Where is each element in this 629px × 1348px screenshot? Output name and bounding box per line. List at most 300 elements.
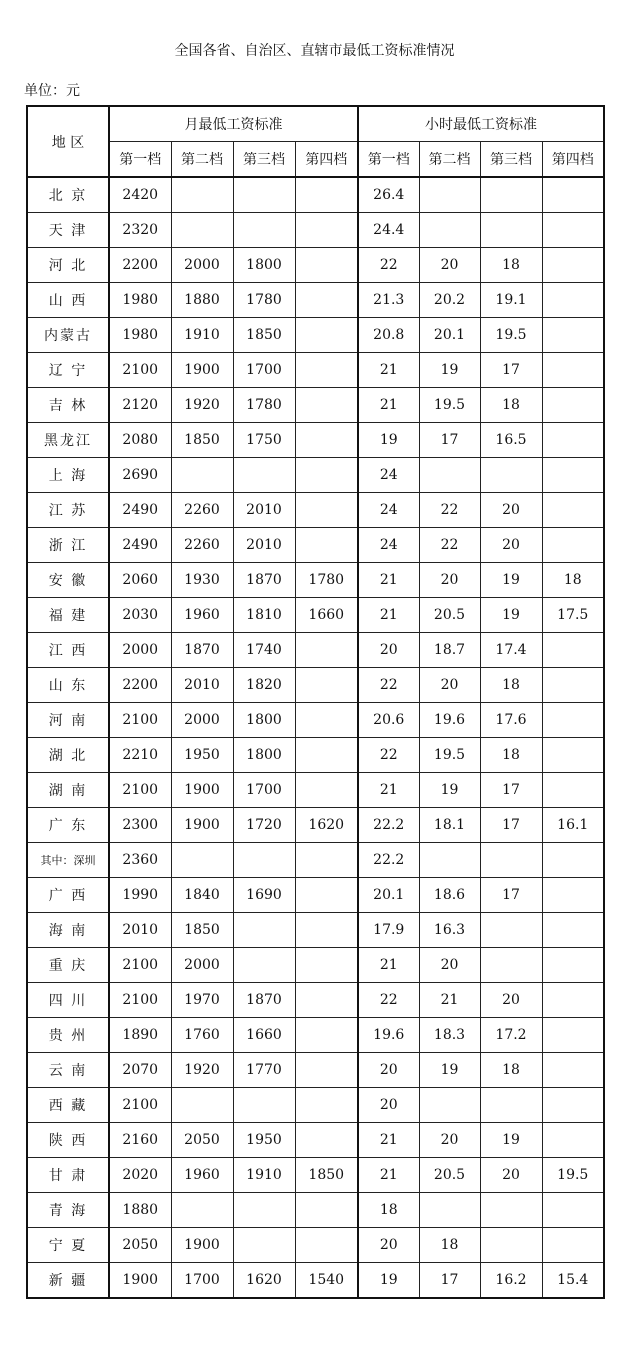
monthly-tier-4-cell	[295, 423, 358, 458]
monthly-tier-3-cell: 1700	[233, 353, 295, 388]
hourly-tier-2-cell: 20	[419, 1123, 480, 1158]
monthly-tier-3-cell	[233, 458, 295, 493]
monthly-tier-4-cell	[295, 388, 358, 423]
hourly-tier-3-cell: 19.1	[480, 283, 542, 318]
monthly-tier-3-cell	[233, 177, 295, 213]
hourly-tier-2-cell	[419, 177, 480, 213]
hourly-tier-2-cell: 19.5	[419, 388, 480, 423]
monthly-tier-2-cell: 2260	[171, 528, 233, 563]
region-cell: 天 津	[27, 213, 109, 248]
region-cell: 山 东	[27, 668, 109, 703]
hourly-tier-1-cell: 22	[358, 248, 419, 283]
monthly-tier-4-cell	[295, 177, 358, 213]
monthly-tier-4-cell: 1620	[295, 808, 358, 843]
monthly-tier-3-cell: 1720	[233, 808, 295, 843]
monthly-tier-3-cell: 1750	[233, 423, 295, 458]
hourly-tier-3-cell	[480, 1193, 542, 1228]
monthly-tier-3-cell: 1910	[233, 1158, 295, 1193]
monthly-tier-1-cell: 2100	[109, 948, 171, 983]
hourly-tier-2-cell	[419, 1088, 480, 1123]
hourly-tier-1-cell: 21	[358, 563, 419, 598]
monthly-tier-3-cell	[233, 1193, 295, 1228]
hourly-tier-4-cell: 19.5	[542, 1158, 604, 1193]
hourly-tier-1-cell: 24	[358, 528, 419, 563]
hourly-tier-2-cell: 20.5	[419, 598, 480, 633]
monthly-tier-2-cell	[171, 458, 233, 493]
region-cell: 西 藏	[27, 1088, 109, 1123]
region-cell: 青 海	[27, 1193, 109, 1228]
monthly-tier-3-cell: 1820	[233, 668, 295, 703]
hourly-tier-2-cell: 18	[419, 1228, 480, 1263]
monthly-tier-1-cell: 1980	[109, 283, 171, 318]
monthly-tier-1-cell: 2200	[109, 248, 171, 283]
hourly-tier-3-cell: 20	[480, 983, 542, 1018]
monthly-tier-3-cell: 1800	[233, 703, 295, 738]
table-row	[27, 528, 604, 563]
hourly-tier-1-cell: 19.6	[358, 1018, 419, 1053]
monthly-tier-1-cell: 2000	[109, 633, 171, 668]
region-cell: 其中：深圳	[27, 843, 109, 878]
monthly-tier-1-cell: 1880	[109, 1193, 171, 1228]
hourly-tier-3-cell	[480, 1088, 542, 1123]
monthly-tier-1-cell: 2020	[109, 1158, 171, 1193]
monthly-tier-3-cell: 1700	[233, 773, 295, 808]
table-row	[27, 843, 604, 878]
table-row	[27, 913, 604, 948]
hourly-tier-2-cell: 21	[419, 983, 480, 1018]
monthly-tier-2-cell	[171, 843, 233, 878]
monthly-tier-3-cell: 1800	[233, 248, 295, 283]
hourly-tier-4-cell	[542, 1018, 604, 1053]
table-row	[27, 1088, 604, 1123]
region-cell: 北 京	[27, 177, 109, 213]
region-cell: 四 川	[27, 983, 109, 1018]
hourly-tier-4-cell	[542, 878, 604, 913]
monthly-tier-3-cell	[233, 1088, 295, 1123]
monthly-tier-2-cell: 2000	[171, 248, 233, 283]
header-monthly-tier-4: 第四档	[295, 142, 358, 178]
hourly-tier-3-cell	[480, 1228, 542, 1263]
hourly-tier-4-cell	[542, 1228, 604, 1263]
hourly-tier-2-cell	[419, 213, 480, 248]
monthly-tier-4-cell: 1540	[295, 1263, 358, 1299]
monthly-tier-3-cell	[233, 913, 295, 948]
monthly-tier-4-cell	[295, 458, 358, 493]
header-hourly: 小时最低工资标准	[358, 106, 604, 142]
monthly-tier-3-cell: 1740	[233, 633, 295, 668]
region-cell: 宁 夏	[27, 1228, 109, 1263]
hourly-tier-3-cell	[480, 458, 542, 493]
hourly-tier-3-cell	[480, 948, 542, 983]
monthly-tier-3-cell	[233, 843, 295, 878]
hourly-tier-3-cell: 19	[480, 563, 542, 598]
table-row	[27, 423, 604, 458]
table-row	[27, 283, 604, 318]
hourly-tier-4-cell	[542, 668, 604, 703]
hourly-tier-3-cell	[480, 913, 542, 948]
monthly-tier-2-cell: 1700	[171, 1263, 233, 1299]
monthly-tier-3-cell: 1660	[233, 1018, 295, 1053]
monthly-tier-4-cell	[295, 353, 358, 388]
hourly-tier-3-cell: 18	[480, 1053, 542, 1088]
hourly-tier-4-cell	[542, 843, 604, 878]
region-cell: 广 西	[27, 878, 109, 913]
monthly-tier-4-cell: 1780	[295, 563, 358, 598]
hourly-tier-1-cell: 22.2	[358, 808, 419, 843]
table-row	[27, 493, 604, 528]
monthly-tier-1-cell: 2690	[109, 458, 171, 493]
region-cell: 河 南	[27, 703, 109, 738]
hourly-tier-2-cell: 18.6	[419, 878, 480, 913]
region-cell: 浙 江	[27, 528, 109, 563]
hourly-tier-1-cell: 21	[358, 388, 419, 423]
monthly-tier-4-cell	[295, 773, 358, 808]
monthly-tier-1-cell: 2010	[109, 913, 171, 948]
monthly-tier-2-cell: 1850	[171, 913, 233, 948]
hourly-tier-3-cell: 20	[480, 528, 542, 563]
hourly-tier-1-cell: 20.1	[358, 878, 419, 913]
monthly-tier-2-cell: 1960	[171, 1158, 233, 1193]
table-row	[27, 738, 604, 773]
hourly-tier-4-cell	[542, 528, 604, 563]
monthly-tier-4-cell	[295, 948, 358, 983]
monthly-tier-1-cell: 2100	[109, 353, 171, 388]
region-cell: 内蒙古	[27, 318, 109, 353]
monthly-tier-1-cell: 2360	[109, 843, 171, 878]
monthly-tier-4-cell	[295, 1193, 358, 1228]
monthly-tier-1-cell: 2320	[109, 213, 171, 248]
document-title: 全国各省、自治区、直辖市最低工资标准情况	[174, 43, 455, 59]
monthly-tier-2-cell: 1930	[171, 563, 233, 598]
hourly-tier-2-cell: 20.5	[419, 1158, 480, 1193]
hourly-tier-2-cell: 17	[419, 423, 480, 458]
monthly-tier-4-cell	[295, 248, 358, 283]
hourly-tier-1-cell: 20.6	[358, 703, 419, 738]
monthly-tier-2-cell: 1900	[171, 808, 233, 843]
hourly-tier-4-cell	[542, 738, 604, 773]
hourly-tier-2-cell: 20	[419, 563, 480, 598]
monthly-tier-4-cell	[295, 1018, 358, 1053]
monthly-tier-1-cell: 2200	[109, 668, 171, 703]
monthly-tier-3-cell: 1850	[233, 318, 295, 353]
monthly-tier-3-cell: 1690	[233, 878, 295, 913]
region-cell: 江 西	[27, 633, 109, 668]
monthly-tier-2-cell	[171, 1193, 233, 1228]
monthly-tier-4-cell	[295, 703, 358, 738]
hourly-tier-4-cell	[542, 913, 604, 948]
hourly-tier-4-cell	[542, 458, 604, 493]
monthly-tier-4-cell	[295, 213, 358, 248]
hourly-tier-1-cell: 24	[358, 458, 419, 493]
table-row	[27, 808, 604, 843]
monthly-tier-1-cell: 1890	[109, 1018, 171, 1053]
hourly-tier-3-cell	[480, 843, 542, 878]
header-region: 地 区	[27, 106, 109, 177]
monthly-tier-3-cell	[233, 213, 295, 248]
hourly-tier-3-cell	[480, 213, 542, 248]
hourly-tier-2-cell: 22	[419, 528, 480, 563]
table-row	[27, 1158, 604, 1193]
table-row	[27, 1228, 604, 1263]
hourly-tier-1-cell: 19	[358, 1263, 419, 1299]
monthly-tier-1-cell: 2420	[109, 177, 171, 213]
monthly-tier-4-cell	[295, 1228, 358, 1263]
hourly-tier-2-cell: 18.1	[419, 808, 480, 843]
hourly-tier-4-cell	[542, 248, 604, 283]
table-row	[27, 388, 604, 423]
hourly-tier-2-cell: 19	[419, 1053, 480, 1088]
hourly-tier-2-cell: 18.3	[419, 1018, 480, 1053]
region-cell: 海 南	[27, 913, 109, 948]
monthly-tier-2-cell	[171, 177, 233, 213]
table-row	[27, 458, 604, 493]
monthly-tier-1-cell: 1900	[109, 1263, 171, 1299]
monthly-tier-2-cell: 1900	[171, 773, 233, 808]
monthly-tier-3-cell: 2010	[233, 528, 295, 563]
region-cell: 甘 肃	[27, 1158, 109, 1193]
monthly-tier-1-cell: 2030	[109, 598, 171, 633]
monthly-tier-2-cell: 1900	[171, 1228, 233, 1263]
monthly-tier-4-cell	[295, 283, 358, 318]
monthly-tier-2-cell: 1910	[171, 318, 233, 353]
hourly-tier-1-cell: 21	[358, 598, 419, 633]
hourly-tier-1-cell: 26.4	[358, 177, 419, 213]
header-hourly-tier-1: 第一档	[358, 142, 419, 178]
monthly-tier-1-cell: 1990	[109, 878, 171, 913]
hourly-tier-1-cell: 24.4	[358, 213, 419, 248]
table-row	[27, 353, 604, 388]
region-cell: 湖 北	[27, 738, 109, 773]
table-row	[27, 878, 604, 913]
region-cell: 福 建	[27, 598, 109, 633]
monthly-tier-2-cell: 2010	[171, 668, 233, 703]
hourly-tier-2-cell: 18.7	[419, 633, 480, 668]
hourly-tier-3-cell: 16.2	[480, 1263, 542, 1299]
monthly-tier-3-cell: 1810	[233, 598, 295, 633]
hourly-tier-4-cell	[542, 633, 604, 668]
hourly-tier-2-cell: 20	[419, 948, 480, 983]
table-row	[27, 598, 604, 633]
table-row	[27, 1053, 604, 1088]
hourly-tier-4-cell	[542, 948, 604, 983]
hourly-tier-1-cell: 20	[358, 633, 419, 668]
region-cell: 云 南	[27, 1053, 109, 1088]
monthly-tier-1-cell: 2120	[109, 388, 171, 423]
monthly-tier-4-cell	[295, 668, 358, 703]
monthly-tier-3-cell: 1800	[233, 738, 295, 773]
hourly-tier-4-cell	[542, 388, 604, 423]
monthly-tier-4-cell	[295, 1088, 358, 1123]
hourly-tier-2-cell: 19.5	[419, 738, 480, 773]
hourly-tier-3-cell: 17	[480, 353, 542, 388]
hourly-tier-4-cell	[542, 983, 604, 1018]
monthly-tier-4-cell: 1850	[295, 1158, 358, 1193]
table-row	[27, 703, 604, 738]
hourly-tier-2-cell: 20	[419, 248, 480, 283]
monthly-tier-4-cell	[295, 843, 358, 878]
monthly-tier-3-cell: 1780	[233, 388, 295, 423]
hourly-tier-1-cell: 21	[358, 1123, 419, 1158]
region-cell: 山 西	[27, 283, 109, 318]
monthly-tier-3-cell: 1950	[233, 1123, 295, 1158]
hourly-tier-1-cell: 21.3	[358, 283, 419, 318]
region-cell: 广 东	[27, 808, 109, 843]
hourly-tier-3-cell: 17.6	[480, 703, 542, 738]
hourly-tier-3-cell: 19	[480, 1123, 542, 1158]
table-row	[27, 248, 604, 283]
hourly-tier-4-cell	[542, 1123, 604, 1158]
region-cell: 吉 林	[27, 388, 109, 423]
region-cell: 上 海	[27, 458, 109, 493]
hourly-tier-2-cell	[419, 1193, 480, 1228]
hourly-tier-3-cell: 18	[480, 738, 542, 773]
hourly-tier-1-cell: 20	[358, 1228, 419, 1263]
header-monthly-tier-1: 第一档	[109, 142, 171, 178]
monthly-tier-2-cell: 1880	[171, 283, 233, 318]
monthly-tier-4-cell	[295, 318, 358, 353]
hourly-tier-1-cell: 22	[358, 983, 419, 1018]
region-cell: 陕 西	[27, 1123, 109, 1158]
hourly-tier-3-cell: 16.5	[480, 423, 542, 458]
hourly-tier-4-cell	[542, 773, 604, 808]
hourly-tier-3-cell: 17.2	[480, 1018, 542, 1053]
hourly-tier-1-cell: 22.2	[358, 843, 419, 878]
hourly-tier-1-cell: 24	[358, 493, 419, 528]
header-hourly-tier-3: 第三档	[480, 142, 542, 178]
monthly-tier-2-cell: 1840	[171, 878, 233, 913]
hourly-tier-4-cell	[542, 353, 604, 388]
hourly-tier-3-cell: 19.5	[480, 318, 542, 353]
monthly-tier-1-cell: 2100	[109, 1088, 171, 1123]
monthly-tier-2-cell: 2000	[171, 948, 233, 983]
hourly-tier-3-cell: 17	[480, 808, 542, 843]
hourly-tier-1-cell: 21	[358, 773, 419, 808]
region-cell: 重 庆	[27, 948, 109, 983]
hourly-tier-4-cell	[542, 423, 604, 458]
hourly-tier-4-cell	[542, 493, 604, 528]
hourly-tier-1-cell: 22	[358, 738, 419, 773]
hourly-tier-2-cell: 20.2	[419, 283, 480, 318]
monthly-tier-3-cell: 1870	[233, 983, 295, 1018]
monthly-tier-4-cell	[295, 878, 358, 913]
hourly-tier-1-cell: 21	[358, 353, 419, 388]
hourly-tier-2-cell: 20.1	[419, 318, 480, 353]
hourly-tier-4-cell	[542, 1088, 604, 1123]
monthly-tier-4-cell	[295, 913, 358, 948]
hourly-tier-4-cell: 16.1	[542, 808, 604, 843]
table-row	[27, 213, 604, 248]
region-cell: 河 北	[27, 248, 109, 283]
hourly-tier-4-cell	[542, 1193, 604, 1228]
hourly-tier-3-cell: 18	[480, 388, 542, 423]
monthly-tier-3-cell	[233, 948, 295, 983]
region-cell: 贵 州	[27, 1018, 109, 1053]
monthly-tier-2-cell: 1850	[171, 423, 233, 458]
monthly-tier-1-cell: 2070	[109, 1053, 171, 1088]
monthly-tier-1-cell: 2080	[109, 423, 171, 458]
region-cell: 新 疆	[27, 1263, 109, 1299]
hourly-tier-4-cell	[542, 703, 604, 738]
hourly-tier-4-cell	[542, 213, 604, 248]
hourly-tier-2-cell: 19	[419, 353, 480, 388]
monthly-tier-4-cell	[295, 738, 358, 773]
monthly-tier-3-cell	[233, 1228, 295, 1263]
hourly-tier-4-cell: 18	[542, 563, 604, 598]
monthly-tier-2-cell: 1960	[171, 598, 233, 633]
hourly-tier-2-cell: 19.6	[419, 703, 480, 738]
monthly-tier-3-cell: 2010	[233, 493, 295, 528]
monthly-tier-3-cell: 1780	[233, 283, 295, 318]
monthly-tier-4-cell	[295, 633, 358, 668]
hourly-tier-1-cell: 19	[358, 423, 419, 458]
monthly-tier-1-cell: 2100	[109, 703, 171, 738]
hourly-tier-4-cell: 17.5	[542, 598, 604, 633]
hourly-tier-1-cell: 21	[358, 948, 419, 983]
hourly-tier-1-cell: 18	[358, 1193, 419, 1228]
hourly-tier-3-cell: 17.4	[480, 633, 542, 668]
hourly-tier-4-cell: 15.4	[542, 1263, 604, 1299]
header-monthly-tier-3: 第三档	[233, 142, 295, 178]
hourly-tier-4-cell	[542, 177, 604, 213]
monthly-tier-2-cell: 2260	[171, 493, 233, 528]
hourly-tier-1-cell: 20	[358, 1053, 419, 1088]
table-row	[27, 177, 604, 213]
monthly-tier-1-cell: 2100	[109, 773, 171, 808]
hourly-tier-3-cell: 19	[480, 598, 542, 633]
hourly-tier-3-cell: 18	[480, 668, 542, 703]
table-row	[27, 773, 604, 808]
monthly-tier-2-cell: 1920	[171, 388, 233, 423]
monthly-tier-4-cell	[295, 1053, 358, 1088]
hourly-tier-3-cell: 18	[480, 248, 542, 283]
monthly-tier-1-cell: 2490	[109, 493, 171, 528]
header-monthly: 月最低工资标准	[109, 106, 358, 142]
header-hourly-tier-2: 第二档	[419, 142, 480, 178]
hourly-tier-3-cell: 20	[480, 1158, 542, 1193]
table-row	[27, 1018, 604, 1053]
monthly-tier-3-cell: 1770	[233, 1053, 295, 1088]
region-cell: 江 苏	[27, 493, 109, 528]
table-row	[27, 1193, 604, 1228]
header-monthly-tier-2: 第二档	[171, 142, 233, 178]
table-row	[27, 948, 604, 983]
monthly-tier-4-cell	[295, 528, 358, 563]
monthly-tier-1-cell: 2210	[109, 738, 171, 773]
monthly-tier-2-cell: 1760	[171, 1018, 233, 1053]
monthly-tier-2-cell: 1870	[171, 633, 233, 668]
monthly-tier-1-cell: 2160	[109, 1123, 171, 1158]
monthly-tier-1-cell: 2490	[109, 528, 171, 563]
hourly-tier-4-cell	[542, 318, 604, 353]
table-row	[27, 318, 604, 353]
hourly-tier-2-cell	[419, 458, 480, 493]
region-cell: 安 徽	[27, 563, 109, 598]
monthly-tier-1-cell: 1980	[109, 318, 171, 353]
region-cell: 辽 宁	[27, 353, 109, 388]
hourly-tier-1-cell: 20	[358, 1088, 419, 1123]
hourly-tier-4-cell	[542, 1053, 604, 1088]
hourly-tier-1-cell: 21	[358, 1158, 419, 1193]
table-row	[27, 983, 604, 1018]
hourly-tier-1-cell: 17.9	[358, 913, 419, 948]
hourly-tier-2-cell: 16.3	[419, 913, 480, 948]
monthly-tier-4-cell	[295, 983, 358, 1018]
hourly-tier-1-cell: 20.8	[358, 318, 419, 353]
table-row	[27, 668, 604, 703]
table-row	[27, 563, 604, 598]
monthly-tier-2-cell: 1970	[171, 983, 233, 1018]
monthly-tier-1-cell: 2060	[109, 563, 171, 598]
